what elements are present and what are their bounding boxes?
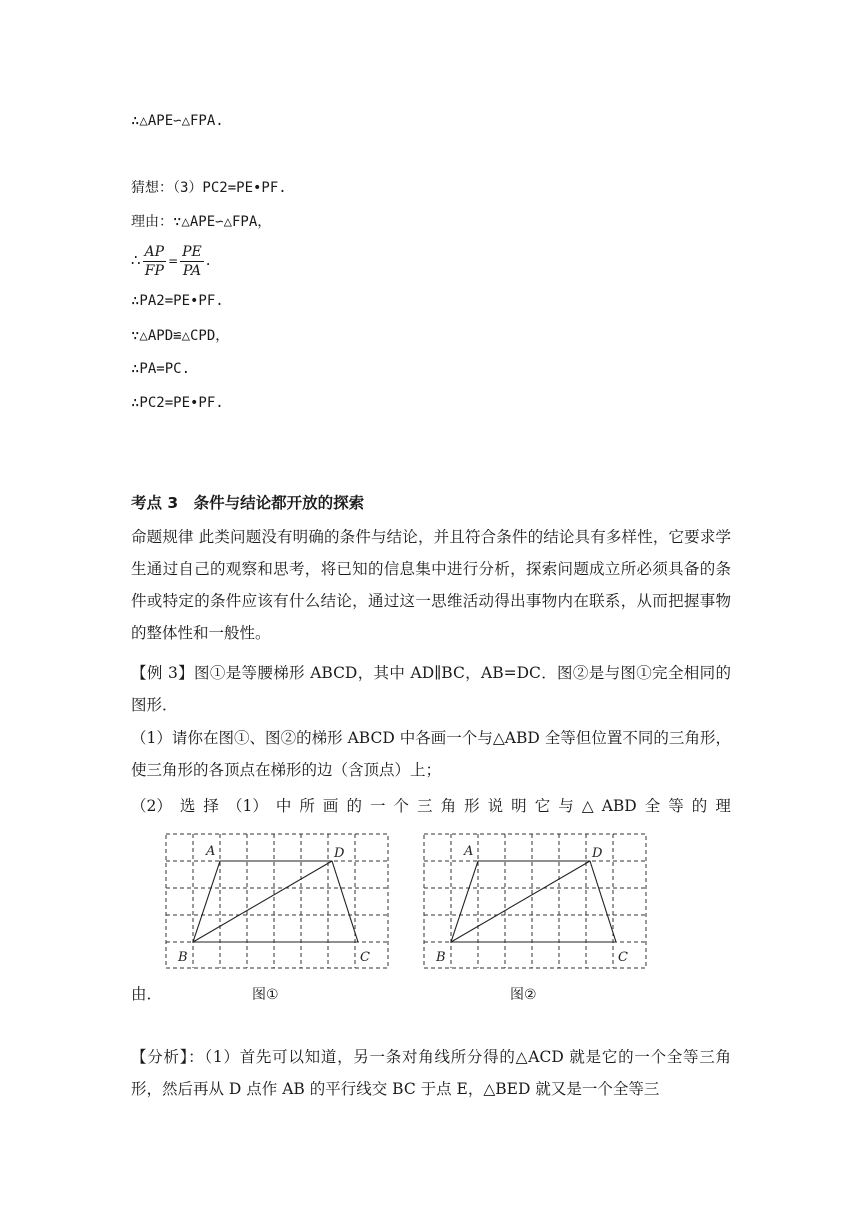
period: . (205, 251, 211, 269)
figure-1-trapezoid (162, 830, 392, 972)
proof-line-7: ∴PA=PC. (131, 361, 191, 377)
question-2-glyph: 个 (393, 797, 410, 815)
question-2-line (131, 790, 731, 822)
fraction-numerator: AP (144, 243, 165, 260)
rule-paragraph: 命题规律 此类问题没有明确的条件与结论，并且符合条件的结论具有多样性，它要求学生通过自己的观察和思考，将已知的信息集中进行分析，探索问题成立所必须具备的条件或特定的条件应该有什么结论，通过这一思维活动得出事物内在联系，从而把握事物的整体性和一般性。 (131, 528, 731, 642)
question-2-glyph: 的 (346, 797, 362, 815)
vertex-label-d: D (592, 846, 603, 861)
question-2-glyph: 画 (322, 797, 339, 815)
proof-line-1: ∴△APE∽△FPA. (131, 113, 224, 129)
vertex-label-b: B (436, 950, 446, 965)
figure-1-caption: 图① (252, 987, 279, 1003)
fraction-denominator: PA (182, 262, 202, 279)
fraction-denominator: FP (144, 262, 164, 279)
figure-2-trapezoid (420, 830, 650, 972)
equals-sign: = (168, 254, 179, 268)
question-2-glyph: 的 (691, 797, 708, 815)
proof-line-8: ∴PC2=PE•PF. (131, 395, 224, 411)
question-2-glyph: 理 (715, 797, 731, 815)
question-2-glyph: 形 (464, 797, 480, 815)
vertex-label-c: C (360, 950, 370, 965)
vertex-label-d: D (334, 846, 345, 861)
proof-line-6: ∵△APD≌△CPD， (131, 328, 230, 344)
proof-line-4 (131, 240, 211, 281)
question-2-glyph: 三 (417, 797, 433, 815)
proof-line-3: 理由：∵△APE∽△FPA， (131, 214, 272, 230)
vertex-label-a: A (464, 844, 474, 859)
question-2-glyph: 中 (275, 797, 292, 815)
question-2-glyph: 与 (558, 797, 574, 815)
proof-line-2: 猜想：（3）PC2=PE•PF. (131, 180, 287, 196)
question-2-glyph: 择 (203, 797, 219, 815)
vertex-label-c: C (618, 950, 628, 965)
vertex-label-a: A (206, 844, 216, 859)
question-2-glyph: 它 (534, 797, 551, 815)
question-1: （1）请你在图①、图②的梯形 ABCD 中各画一个与△ABD 全等但位置不同的三角形，使三角形的各顶点在梯形的边（含顶点）上； (131, 729, 731, 779)
question-2-end: 由． (131, 985, 163, 1003)
example-paragraph: 【例 3】图①是等腰梯形 ABCD，其中 AD∥BC，AB=DC．图②是与图①完全相同的图形． (131, 664, 731, 714)
question-2-glyph: 说 (487, 797, 504, 815)
question-2-glyph: 等 (668, 797, 684, 815)
question-2-glyph: 角 (440, 797, 457, 815)
fraction-numerator: PE (182, 243, 202, 260)
question-2-glyph: ABD (601, 797, 637, 815)
vertex-label-b: B (178, 950, 188, 965)
fraction-ap-fp (143, 243, 167, 280)
analysis-paragraph: 【分析】：（1）首先可以知道，另一条对角线所分得的△ACD 就是它的一个全等三角形，然后再从 D 点作 AB 的平行线交 BC 于点 E，△BED 就又是一个全等三 (131, 1048, 731, 1098)
question-2-glyph: 明 (511, 797, 527, 815)
question-2-glyph: 一 (369, 797, 386, 815)
question-2-glyph: △ (581, 797, 594, 815)
question-2-glyph: （1） (226, 797, 268, 815)
question-2-glyph: 选 (179, 797, 196, 815)
proof-line-5: ∴PA2=PE•PF. (131, 293, 224, 309)
figure-2-caption: 图② (510, 987, 537, 1003)
question-2-glyph: （2） (131, 797, 172, 815)
question-2-glyph: 所 (299, 797, 315, 815)
therefore-symbol: ∴ (131, 251, 141, 269)
fraction-pe-pa (180, 243, 204, 280)
section-heading: 考点 3 条件与结论都开放的探索 (131, 494, 365, 512)
question-2-glyph: 全 (644, 797, 661, 815)
